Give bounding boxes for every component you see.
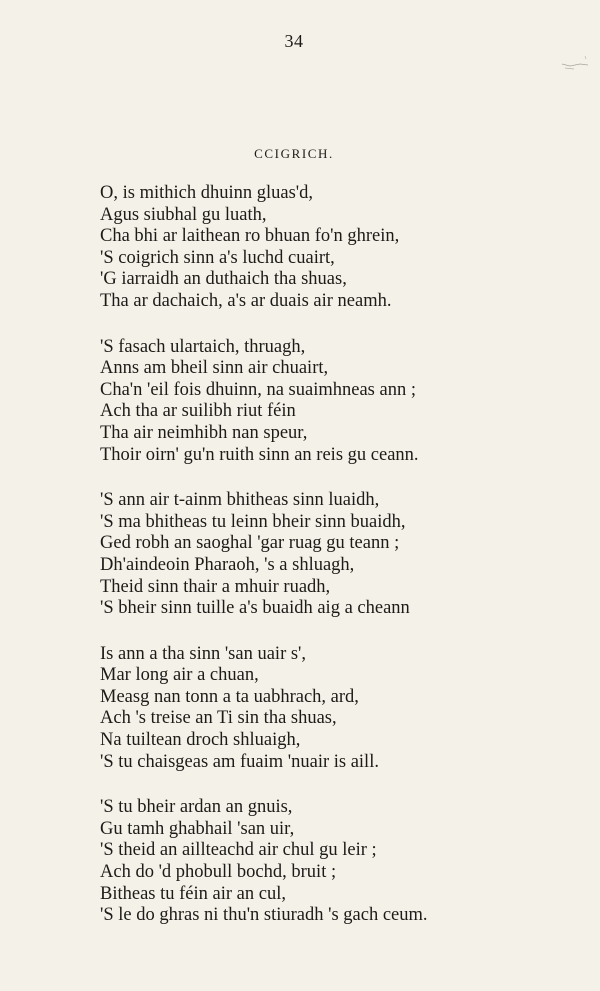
poem-line: 'S tu bheir ardan an gnuis, xyxy=(100,797,293,818)
poem-line: Anns am bheil sinn air chuairt, xyxy=(100,358,329,379)
poem-line: Bitheas tu féin air an cul, xyxy=(100,883,286,904)
poem-line: 'S ma bhitheas tu leinn bheir sinn buaidh, xyxy=(100,511,406,532)
poem-line: Ach do 'd phobull bochd, bruit ; xyxy=(100,862,337,883)
stanza-2 xyxy=(100,337,560,467)
poem-line: 'S ann air t-ainm bhitheas sinn luaidh, xyxy=(100,490,380,511)
stanza-1 xyxy=(100,183,560,313)
stanza-5 xyxy=(100,797,560,927)
poem-line: Tha air neimhibh nan speur, xyxy=(100,422,308,443)
poem-line: Dh'aindeoin Pharaoh, 's a shluagh, xyxy=(100,554,355,575)
poem-line: 'S theid an aillteachd air chul gu leir ; xyxy=(100,840,377,861)
poem-line: Ach 's treise an Ti sin tha shuas, xyxy=(100,708,337,729)
poem-line: Is ann a tha sinn 'san uair s', xyxy=(100,643,307,664)
poem-line: Cha'n 'eil fois dhuinn, na suaimhneas ann ; xyxy=(100,379,416,400)
margin-smudge-mark xyxy=(560,52,590,74)
poem-line: 'S tu chaisgeas am fuaim 'nuair is aill. xyxy=(100,751,379,772)
poem-line: Mar long air a chuan, xyxy=(100,665,259,686)
poem-line: 'S fasach ulartaich, thruagh, xyxy=(100,336,306,357)
poem-line: Thoir oirn' gu'n ruith sinn an reis gu ceann. xyxy=(100,444,419,465)
poem-line: Na tuiltean droch shluaigh, xyxy=(100,730,301,751)
poem-line: 'S bheir sinn tuille a's buaidh aig a cheann xyxy=(100,598,410,619)
poem-line: 'S coigrich sinn a's luchd cuairt, xyxy=(100,247,335,268)
stanza-3 xyxy=(100,490,560,620)
poem-line: Measg nan tonn a ta uabhrach, ard, xyxy=(100,686,359,707)
poem-title: CCIGRICH. xyxy=(254,146,334,161)
page-number: 34 xyxy=(284,31,304,51)
poem-line: 'G iarraidh an duthaich tha shuas, xyxy=(100,269,347,290)
poem-line: 'S le do ghras ni thu'n stiuradh 's gach ceum. xyxy=(100,905,428,926)
poem-line: Tha ar dachaich, a's ar duais air neamh. xyxy=(100,290,392,311)
poem-line: Ged robh an saoghal 'gar ruag gu teann ; xyxy=(100,533,400,554)
poem-line: Cha bhi ar laithean ro bhuan fo'n ghrein, xyxy=(100,226,400,247)
poem-line: Ach tha ar suilibh riut féin xyxy=(100,401,296,422)
poem-line: O, is mithich dhuinn gluas'd, xyxy=(100,183,313,203)
stanza-4 xyxy=(100,644,560,774)
poem-body xyxy=(100,183,560,951)
poem-line: Gu tamh ghabhail 'san uir, xyxy=(100,818,295,839)
poem-line: Agus siubhal gu luath, xyxy=(100,204,267,225)
poem-line: Theid sinn thair a mhuir ruadh, xyxy=(100,576,331,597)
